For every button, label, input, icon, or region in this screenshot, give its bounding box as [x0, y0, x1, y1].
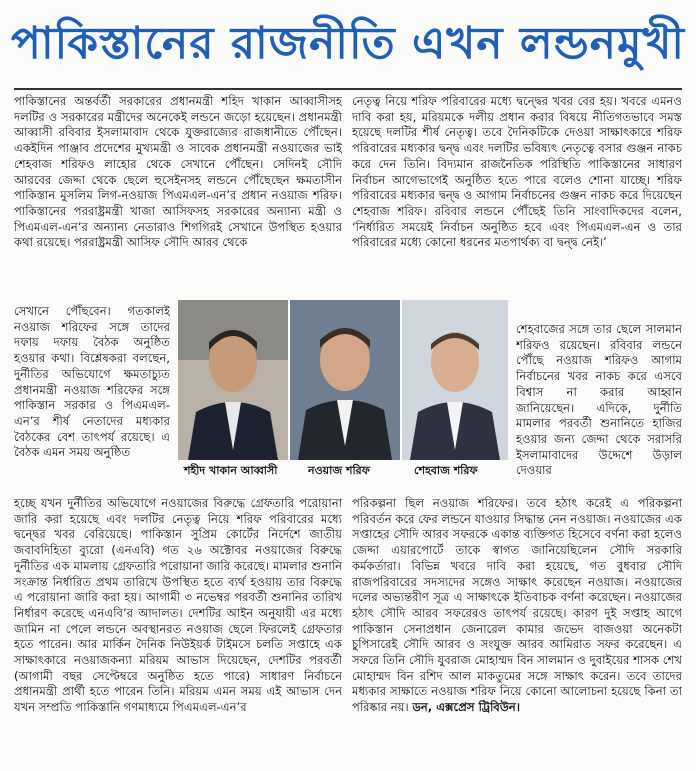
headline: পাকিস্তানের রাজনীতি এখন লন্ডনমুখী — [10, 18, 685, 69]
portrait-image — [178, 300, 288, 460]
caption-abbasi: শহীদ খাকান আব্বাসী — [184, 464, 278, 477]
article-paragraph: পাকিস্তানের অন্তর্বর্তী সরকারের প্রধানমন্ত্রী শহিদ খাকান আব্বাসীসহ দলটির ও সরকারের মন্ত্রীদের অনেকেই লন্ডনে জড়ো হয়েছেন। প্রধানমন্ত্রী আব্বাসী রবিবার ইসলামাবাদ থেকে যুক্তরাজ্যের রাজধানীতে পৌঁছেন। একইদিন পাঞ্জাব প্রদেশের মুখ্যমন্ত্রী ও সাবেক প্রধানমন্ত্রী নওয়াজের ভাই শেহবাজ শরিফও লাহোর থেকে সেখানে পৌঁছেন। সেদিনই সৌদি আরবের জেদ্দা থেকে ছেলে হুসেইনসহ লন্ডনে পৌঁছেছেন ক্ষমতাসীন পাকিস্তান মুসলিম লিগ-নওয়াজ পিএমএল-এন’র প্রধান নওয়াজ শরিফ। পাকিস্তানের পররাষ্ট্রমন্ত্রী খাজা আসিফসহ সরকারের অন্যান্য মন্ত্রী ও পিএমএল-এন’র অন্যান্য নেতারাও শিগগিরই সেখানে উপস্থিত হওয়ার কথা রয়েছে। পররাষ্ট্রমন্ত্রী আসিফ সৌদি আরব থেকে — [14, 94, 342, 250]
left-column-narrow — [14, 304, 170, 492]
article-paragraph: শেহবাজের সঙ্গে তার ছেলে সালমান শরিফও রয়েছেন। রবিবার লন্ডনে পৌঁছে নওয়াজ শরিফও আগাম নির্বাচনের খবর নাকচ করে এসবে বিশ্বাস না করার আহ্বান জানিয়েছেন। এদিকে, দুর্নীতি মামলার পরবর্তী শুনানিতে হাজির হওয়ার জন্য জেদ্দা থেকে সরাসরি ইসলামাবাদের উদ্দেশে উড়াল দেওয়ার — [516, 322, 682, 478]
portrait-image — [402, 300, 508, 460]
right-column-bottom — [352, 496, 682, 764]
source-credit: ডন, এক্সপ্রেস ট্রিবিউন। — [412, 700, 520, 715]
left-column-bottom — [14, 496, 342, 762]
photo-abbasi — [178, 300, 288, 460]
right-column-narrow — [516, 322, 682, 494]
article-paragraph: সেখানে পৌঁছবেন। গতকালই নওয়াজ শরিফের সঙ্গে তাদের দফায় দফায় বৈঠক অনুষ্ঠিত হওয়ার কথা। বিশ্লেষকরা বলছেন, দুর্নীতির অভিযোগে ক্ষমতাচ্যুত প্রধানমন্ত্রী নওয়াজ শরিফের সঙ্গে পাকিস্তান সরকার ও পিএমএল-এন’র শীর্ষ নেতাদের মধ্যকার বৈঠকের বেশ তাৎপর্য রয়েছে। এ বৈঠক এমন সময় অনুষ্ঠিত — [14, 304, 170, 460]
headline-rule — [14, 88, 682, 90]
left-column-top — [14, 94, 342, 302]
article-paragraph: নেতৃত্ব নিয়ে শরিফ পরিবারের মধ্যে দ্বন্দ্বের খবর বের হয়। খবরে এমনও দাবি করা হয়, মরিয়মকে দলীয় প্রধান করার বিষয়ে নীতিগতভাবে সমস্ত হয়েছে দলটির শীর্ষ নেতৃত্ব। তবে দৈনিকটিকে দেওয়া সাক্ষাৎকারে শরিফ পরিবারের মধ্যকার দ্বন্দ্ব এবং দলটির ভবিষ্যৎ নেতৃত্বে বসার গুঞ্জন নাকচ করে দেন তিনি। বিদ্যমান রাজনৈতিক পরিস্থিতি পাকিস্তানের সাধারণ নির্বাচন আগেভাগেই অনুষ্ঠিত হতে পারে বলেও শোনা যাচ্ছে। শরিফ পরিবারের মধ্যকার দ্বন্দ্ব ও আগাম নির্বাচনের গুঞ্জন নাকচ করে দিয়েছেন শেহবাজ শরিফ। রবিবার লন্ডনে পৌঁছেই তিনি সাংবাদিকদের বলেন, ‘নির্ধারিত সময়েই নির্বাচন অনুষ্ঠিত হবে এবং পিএমএল-এন ও তার পরিবারের মধ্যে কোনো ধরনের মতপার্থক্য বা দ্বন্দ্ব নেই।’ — [352, 94, 682, 250]
caption-shehbaz: শেহবাজ শরিফ — [414, 464, 478, 477]
portrait-image — [290, 300, 400, 460]
photo-shehbaz — [402, 300, 508, 460]
caption-nawaz: নওয়াজ শরিফ — [308, 464, 370, 477]
photo-strip — [178, 300, 508, 478]
article-text: পরিকল্পনা ছিল নওয়াজ শরিফের। তবে হঠাৎ করেই এ পরিকল্পনা পরিবর্তন করে ফের লন্ডনে যাওয়ার সিদ্ধান্ত নেন নওয়াজ। নওয়াজের এক সপ্তাহের সৌদি আরব সফরকে একান্ত ব্যক্তিগত হিসেবে বর্ণনা করা হলেও জেদ্দা এয়ারপোর্টে তাকে স্বাগত জানিয়েছিলেন সৌদি সরকারি কর্মকর্তারা। বিভিন্ন খবরে দাবি করা হয়েছে, গত বুধবার সৌদি রাজপরিবারের সদস্যদের সঙ্গেও সাক্ষাৎ করেছেন নওয়াজ। নওয়াজের দলের অভ্যন্তরীণ সূত্র এ সাক্ষাৎকে ইতিবাচক বর্ণনা করেছেন। নওয়াজের হঠাৎ সৌদি আরব সফরেরও তাৎপর্য রয়েছে। কারণ দুই সপ্তাহ আগে পাকিস্তান সেনাপ্রধান জেনারেল কামার জভেদ বাজওয়া অনেকটা চুপিসারেই সৌদি আরব ও সংযুক্ত আরব আমিরাত সফর করেছেন। এ সফরে তিনি সৌদি যুবরাজ মোহাম্মদ বিন সালমান ও দুবাইয়ের শাসক শেখ মোহাম্মদ বিন রশিদ আল মাকতুমের সঙ্গে সাক্ষাৎ করেন। তবে তাদের মধ্যকার সাক্ষাতে নওয়াজ শরিফ নিয়ে কোনো আলোচনা হয়েছে কিনা তা পরিষ্কার নয়। — [352, 496, 682, 715]
article-paragraph — [352, 496, 682, 716]
photo-nawaz — [290, 300, 400, 460]
article-paragraph: হচ্ছে যখন দুর্নীতির অভিযোগে নওয়াজের বিরুদ্ধে গ্রেফতারি পরোয়ানা জারি করা হয়েছে এবং দলটির নেতৃত্ব নিয়ে শরিফ পরিবারের মধ্যে দ্বন্দ্বের খবর বেরিয়েছে। পাকিস্তান সুপ্রিম কোর্টের নির্দেশে জাতীয় জবাবদিহিতা ব্যুরো (এনএবি) গত ২৬ অক্টোবর নওয়াজের বিরুদ্ধে দুর্নীতির এক মামলায় গ্রেফতারি পরোয়ানা জারি করেছে। মামলার শুনানি সংক্রান্ত নির্ধারিত প্রথম তারিখে উপস্থিত হতে ব্যর্থ হওয়ায় তার বিরুদ্ধে এ পরোয়ানা জারি করা হয়। আগামী ৩ নভেম্বর পরবর্তী শুনানির তারিখ নির্ধারণ করেছে এনএবি’র আদালত। দেশটির আইন অনুযায়ী এর মধ্যে জামিন না পেলে লন্ডনে অবস্থানরত নওয়াজ ছেলে ফিরলেই গ্রেফতার হতে পারেন। আর মার্কিন দৈনিক নিউইয়র্ক টাইমসে চলতি সপ্তাহে এক সাক্ষাৎকারে নওয়াজকন্যা মরিয়ম আভাস দিয়েছেন, দেশটির পরবর্তী (আগামী বছর সেপ্টেম্বরে অনুষ্ঠিত হতে পারে) সাধারণ নির্বাচনে প্রধানমন্ত্রী প্রার্থী হতে পারেন তিনি। মরিয়ম এমন সময় এই আভাস দেন যখন সম্প্রতি পাকিস্তানি গণমাধ্যমে পিএমএল-এন’র — [14, 496, 342, 715]
right-column-top — [352, 94, 682, 320]
